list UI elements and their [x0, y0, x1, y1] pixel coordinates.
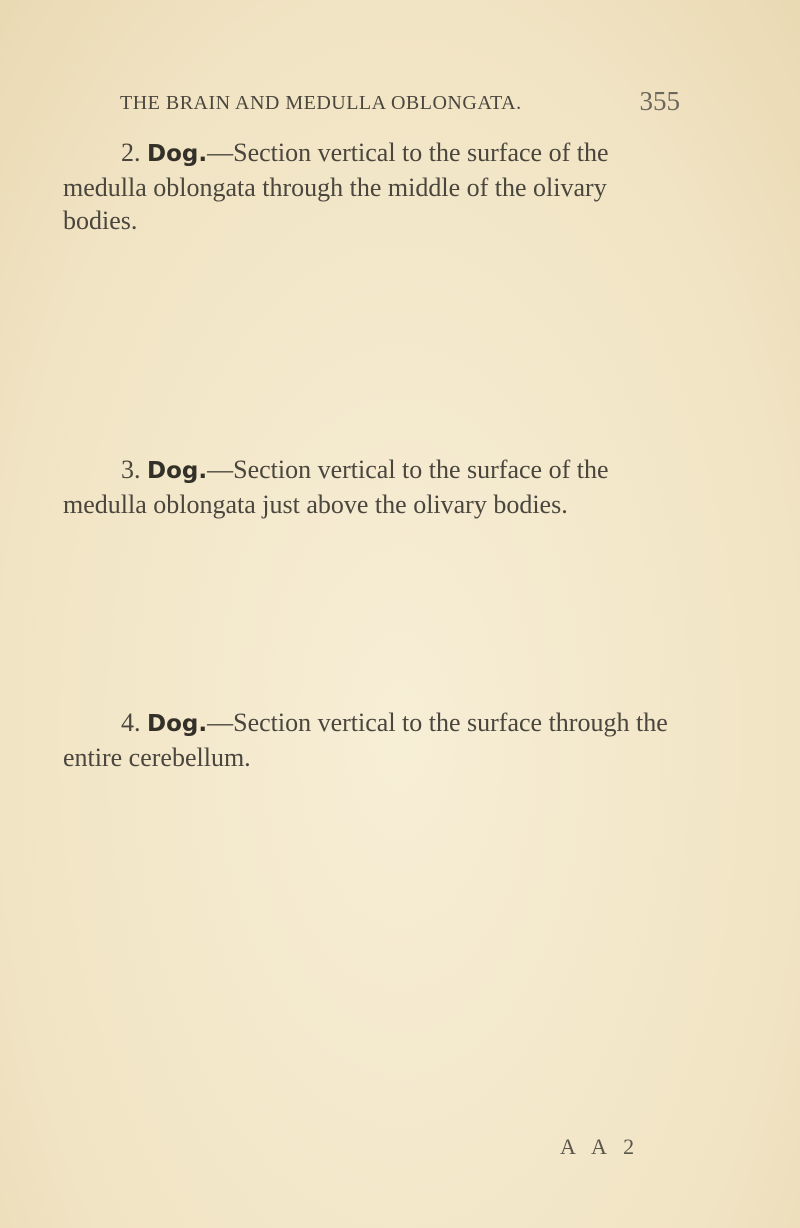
entry-line1: —Section vertical to the surface of the	[207, 455, 609, 484]
entry-number: 3.	[121, 455, 141, 484]
entry-3	[63, 453, 680, 521]
entry-body: medulla oblongata just above the olivary bodies.	[63, 490, 568, 519]
entry-heading: Dog.	[147, 141, 208, 167]
entry-2	[63, 136, 680, 237]
entry-first-line	[63, 136, 680, 171]
entry-body: entire cerebellum.	[63, 743, 251, 772]
entry-line1: —Section vertical to the surface through the	[207, 708, 668, 737]
entry-number: 4.	[121, 708, 141, 737]
entry-4	[63, 706, 680, 774]
entry-line1: —Section vertical to the surface of the	[207, 138, 609, 167]
entry-heading: Dog.	[147, 458, 208, 484]
entry-number: 2.	[121, 138, 141, 167]
page-number: 355	[639, 86, 680, 116]
running-title: THE BRAIN AND MEDULLA OBLONGATA.	[120, 92, 522, 114]
signature-mark: A A 2	[560, 1134, 641, 1159]
entry-first-line	[63, 706, 680, 741]
running-head	[120, 86, 680, 126]
entry-heading: Dog.	[147, 711, 208, 737]
entry-body: medulla oblongata through the middle of the olivary bodies.	[63, 173, 607, 235]
entry-first-line	[63, 453, 680, 488]
